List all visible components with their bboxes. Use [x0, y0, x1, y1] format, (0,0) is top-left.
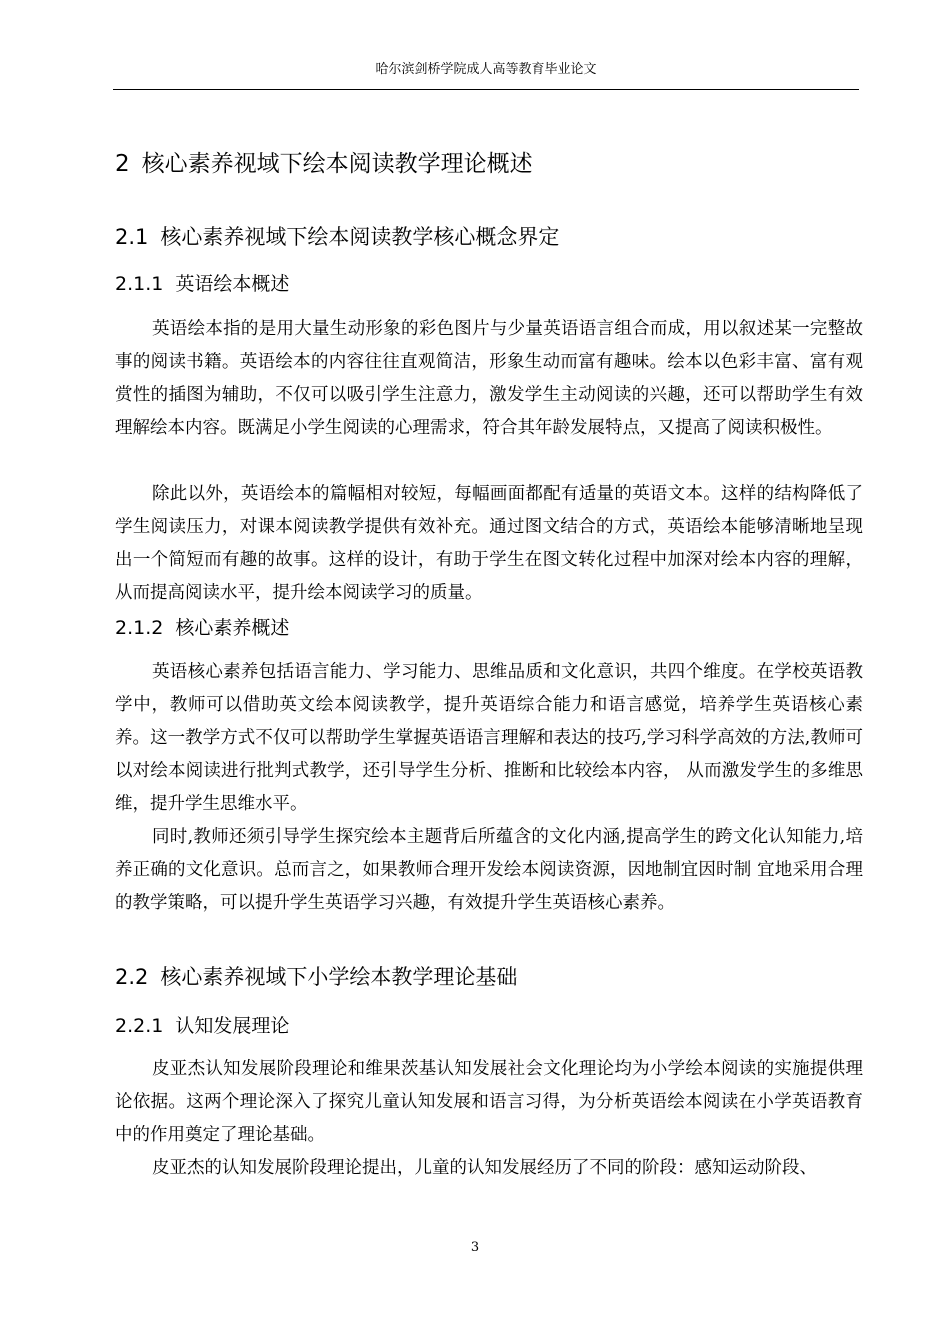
section-number: 2.1: [115, 225, 149, 249]
chapter-number: 2: [115, 151, 130, 177]
header-rule: [113, 89, 859, 90]
section-heading-2-2: [115, 962, 517, 992]
section-title: 核心素养视域下绘本阅读教学核心概念界定: [160, 225, 560, 249]
section-title: 核心素养视域下小学绘本教学理论基础: [160, 965, 518, 989]
subsection-heading-2-1-1: [115, 270, 289, 298]
paragraph: 皮亚杰认知发展阶段理论和维果茨基认知发展社会文化理论均为小学绘本阅读的实施提供理论依据。这两个理论深入了探究儿童认知发展和语言习得，为分析英语绘本阅读在小学英语教育中的作用奠定了理论基础。: [115, 1059, 863, 1145]
subsection-number: 2.1.1: [115, 273, 164, 295]
paragraph: 英语绘本指的是用大量生动形象的彩色图片与少量英语语言组合而成，用以叙述某一完整故事的阅读书籍。英语绘本的内容往往直观简洁，形象生动而富有趣味。绘本以色彩丰富、富有观赏性的插图为辅助，不仅可以吸引学生注意力，激发学生主动阅读的兴趣，还可以帮助学生有效理解绘本内容。既满足小学生阅读的心理需求，符合其年龄发展特点，又提高了阅读积极性。: [115, 319, 863, 438]
page-number: 3: [470, 1240, 480, 1255]
subsection-title: 英语绘本概述: [175, 273, 290, 295]
subsection-number: 2.2.1: [115, 1015, 164, 1037]
section-number: 2.2: [115, 965, 149, 989]
paragraph: 英语核心素养包括语言能力、学习能力、思维品质和文化意识，共四个维度。在学校英语教学中，教师可以借助英文绘本阅读教学，提升英语综合能力和语言感觉，培养学生英语核心素养。这一教学方式不仅可以帮助学生掌握英语语言理解和表达的技巧,学习科学高效的方法,教师可以对绘本阅读进行批判式教学，还引导学生分析、推断和比较绘本内容， 从而激发学生的多维思维，提升学生思维水平。: [115, 662, 863, 814]
paragraph: 同时,教师还须引导学生探究绘本主题背后所蕴含的文化内涵,提高学生的跨文化认知能力,培养正确的文化意识。总而言之，如果教师合理开发绘本阅读资源，因地制宜因时制 宜地采用合理的教学策略，可以提升学生英语学习兴趣，有效提升学生英语核心素养。: [115, 827, 863, 913]
subsection-number: 2.1.2: [115, 617, 164, 639]
subsection-heading-2-2-1: [115, 1012, 289, 1040]
page-header: 哈尔滨剑桥学院成人高等教育毕业论文: [375, 62, 597, 77]
section-heading-2-1: [115, 222, 559, 252]
paragraph: 皮亚杰的认知发展阶段理论提出，儿童的认知发展经历了不同的阶段：感知运动阶段、: [152, 1158, 817, 1178]
subsection-heading-2-1-2: [115, 614, 289, 642]
chapter-heading: [115, 149, 533, 179]
subsection-title: 认知发展理论: [175, 1015, 290, 1037]
chapter-title: 核心素养视域下绘本阅读教学理论概述: [141, 151, 533, 177]
paragraph: 除此以外，英语绘本的篇幅相对较短，每幅画面都配有适量的英语文本。这样的结构降低了学生阅读压力，对课本阅读教学提供有效补充。通过图文结合的方式，英语绘本能够清晰地呈现出一个简短而有趣的故事。这样的设计，有助于学生在图文转化过程中加深对绘本内容的理解，从而提高阅读水平，提升绘本阅读学习的质量。: [115, 484, 863, 603]
subsection-title: 核心素养概述: [175, 617, 290, 639]
